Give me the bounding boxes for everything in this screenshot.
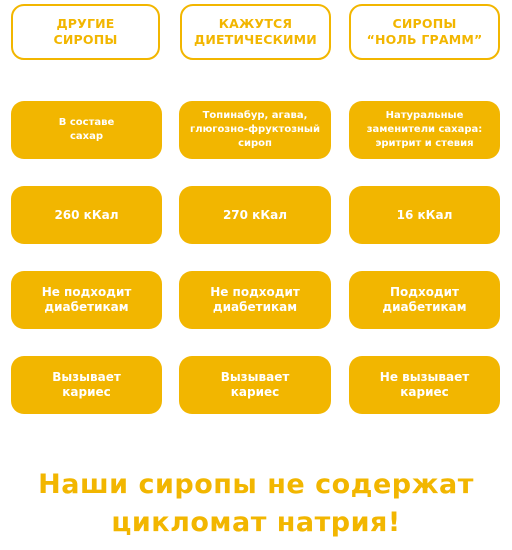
footer-headline-line-2: цикломат натрия! [111, 507, 401, 538]
caries-dietary: Вызывает кариес [179, 356, 331, 414]
footer-headline-line-1: Наши сиропы не содержат [38, 469, 474, 500]
column-header-seem-dietary: КАЖУТСЯ ДИЕТИЧЕСКИМИ [180, 4, 331, 60]
column-header-zero-gram-syrups: СИРОПЫ “НОЛЬ ГРАММ” [349, 4, 500, 60]
diabetics-zero-gram: Подходит диабетикам [349, 271, 500, 329]
composition-dietary: Топинабур, агава, глюгозно-фруктозный сироп [179, 101, 331, 159]
diabetics-dietary: Не подходит диабетикам [179, 271, 331, 329]
calories-zero-gram: 16 кКал [349, 186, 500, 244]
column-header-other-syrups: ДРУГИЕ СИРОПЫ [11, 4, 160, 60]
composition-zero-gram: Натуральные заменители сахара: эритрит и стевия [349, 101, 500, 159]
caries-zero-gram: Не вызывает кариес [349, 356, 500, 414]
diabetics-other: Не подходит диабетикам [11, 271, 162, 329]
calories-other: 260 кКал [11, 186, 162, 244]
caries-other: Вызывает кариес [11, 356, 162, 414]
composition-other: В составе сахар [11, 101, 162, 159]
calories-dietary: 270 кКал [179, 186, 331, 244]
